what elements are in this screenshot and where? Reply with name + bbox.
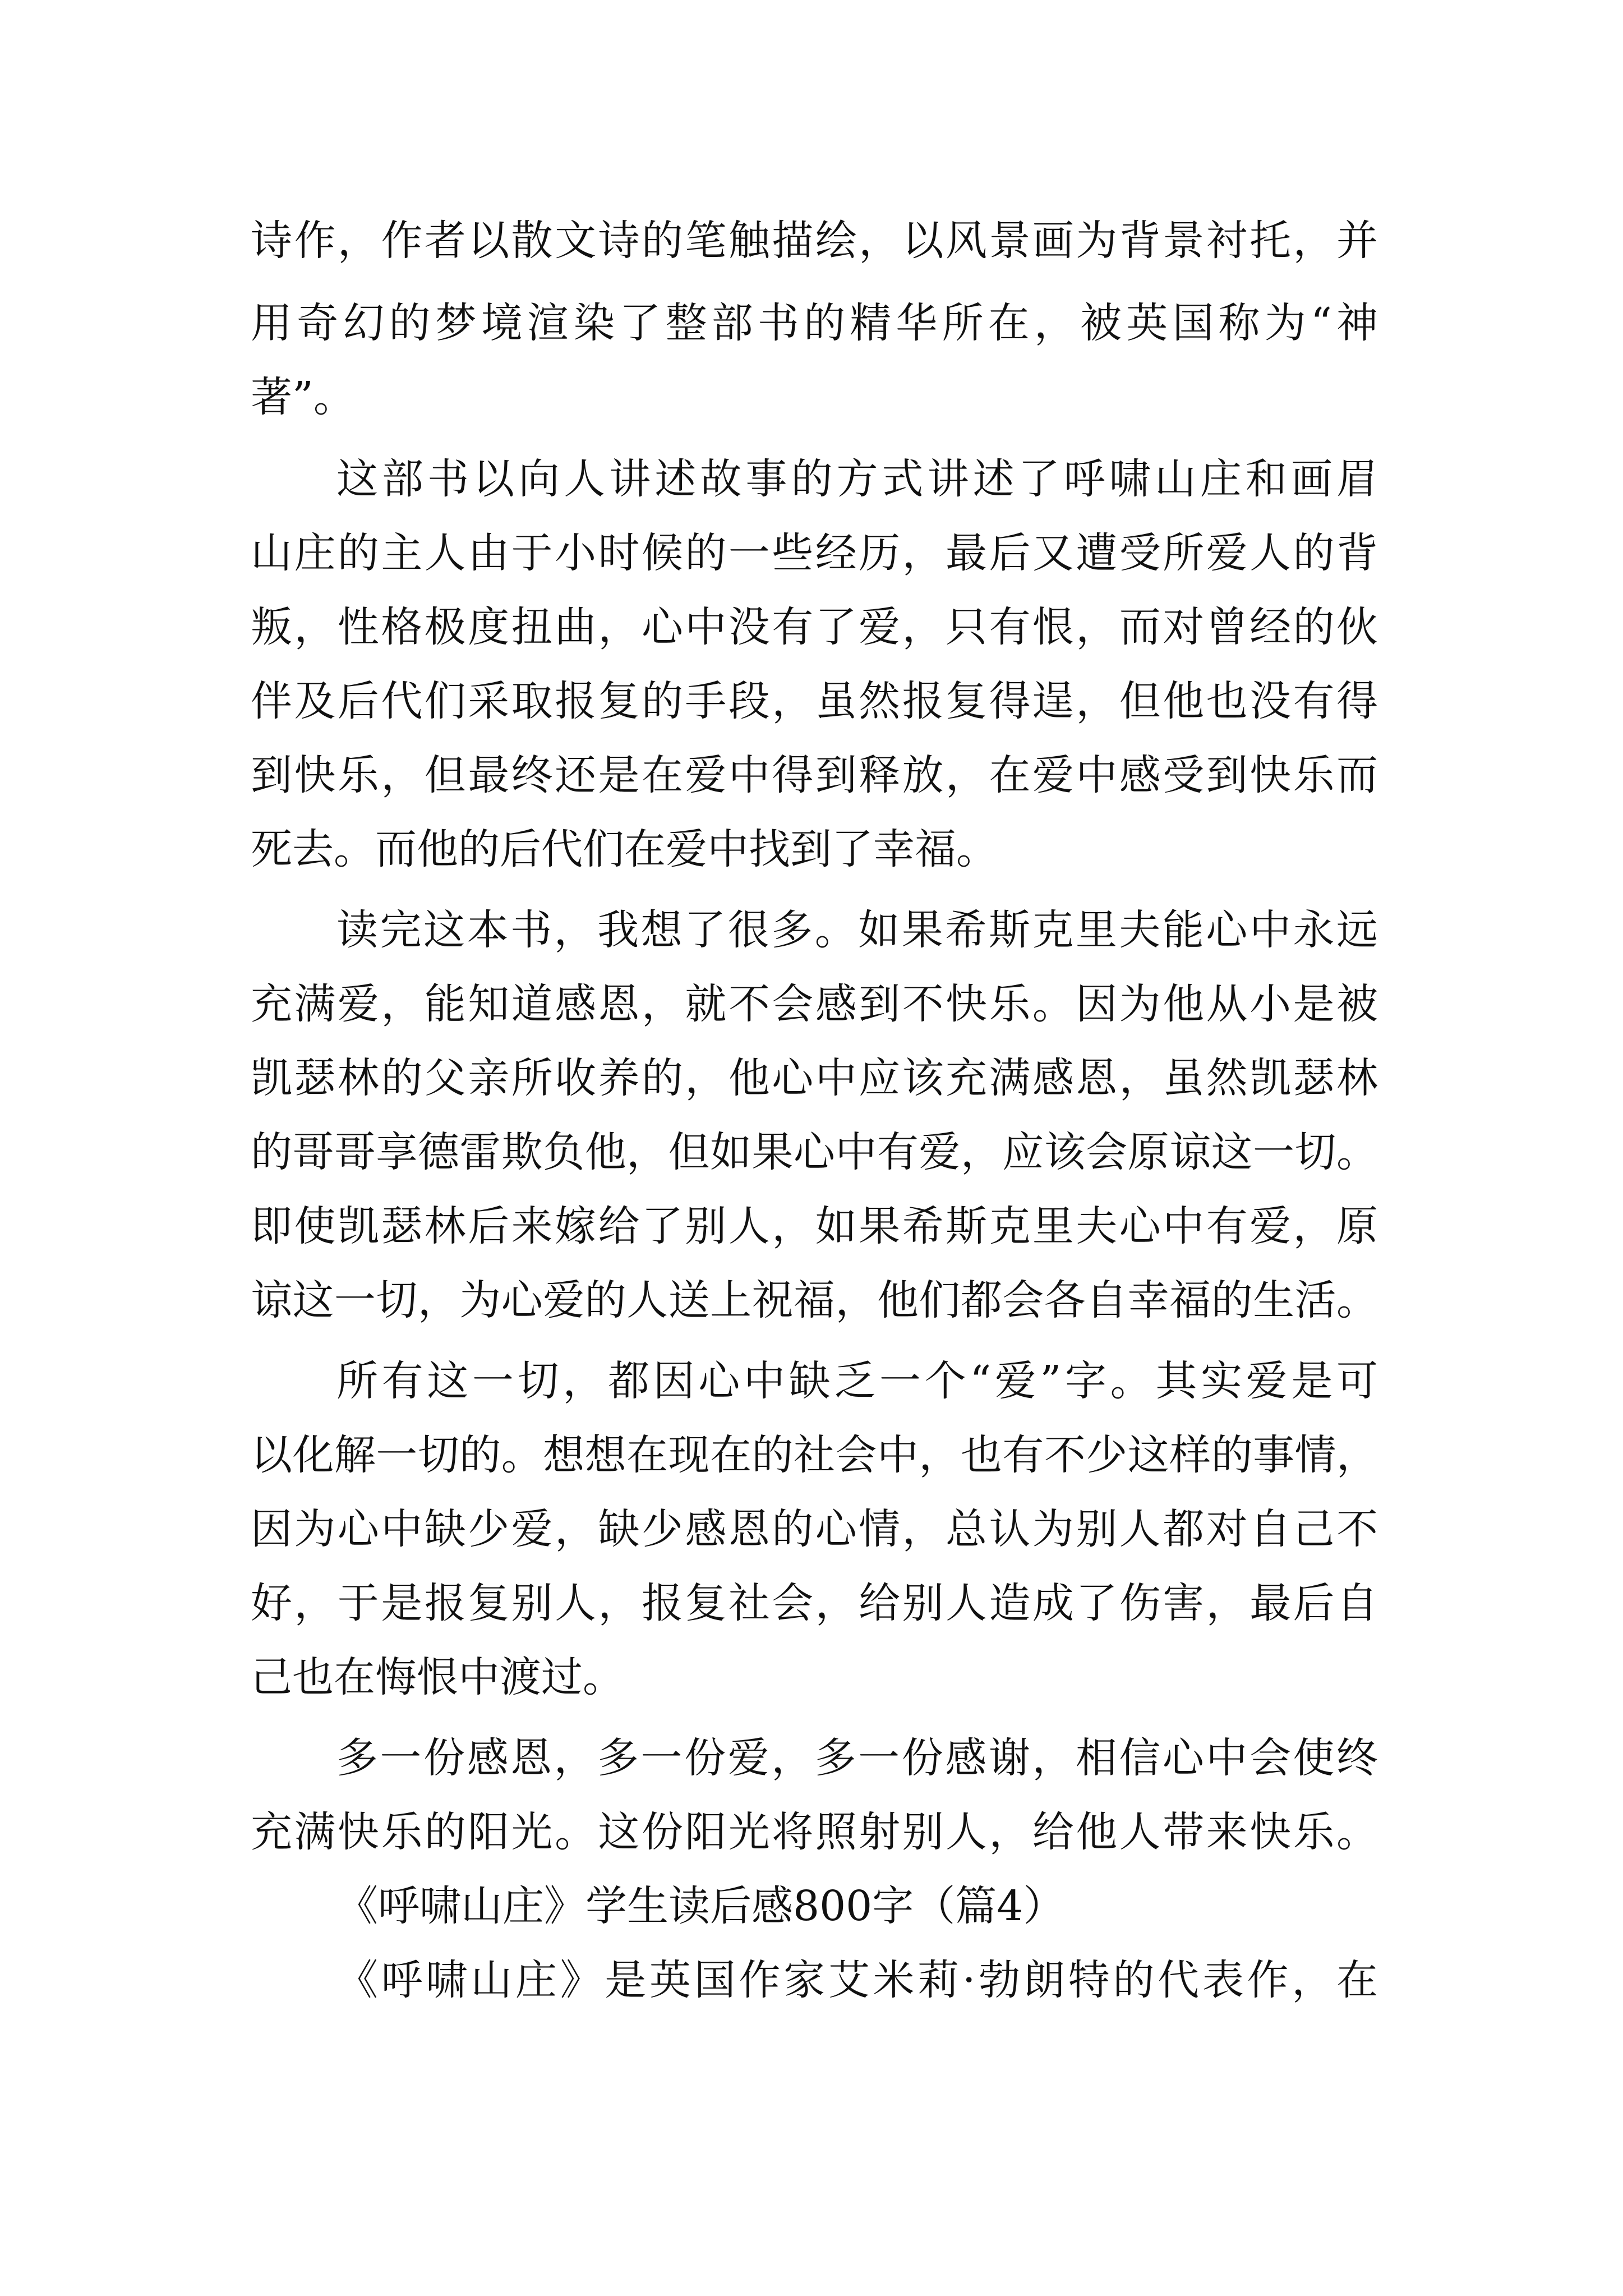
section-heading: 《呼啸山庄》学生读后感800字（篇4）: [336, 1882, 1065, 1930]
paragraph-line: 著”。: [251, 373, 355, 421]
paragraph-line: 好，于是报复别人，报复社会，给别人造成了伤害，最后自: [251, 1579, 1378, 1627]
paragraph-line: 己也在悔恨中渡过。: [251, 1653, 624, 1701]
paragraph-line: 谅这一切，为心爱的人送上祝福，他们都会各自幸福的生活。: [251, 1276, 1378, 1324]
paragraph-line: 即使凯瑟林后来嫁给了别人，如果希斯克里夫心中有爱，原: [251, 1202, 1378, 1250]
paragraph-line: 伴及后代们采取报复的手段，虽然报复得逞，但他也没有得: [251, 677, 1378, 725]
paragraph-line: 所有这一切，都因心中缺乏一个“爱”字。其实爱是可: [336, 1357, 1378, 1405]
paragraph-line: 多一份感恩，多一份爱，多一份感谢，相信心中会使终: [336, 1734, 1378, 1782]
paragraph-line: 这部书以向人讲述故事的方式讲述了呼啸山庄和画眉: [336, 455, 1378, 503]
paragraph-line: 到快乐，但最终还是在爱中得到释放，在爱中感受到快乐而: [251, 751, 1378, 799]
paragraph-line: 《呼啸山庄》是英国作家艾米莉·勃朗特的代表作，在: [336, 1956, 1378, 2004]
paragraph-line: 诗作，作者以散文诗的笔触描绘，以风景画为背景衬托，并: [251, 217, 1378, 265]
paragraph-line: 山庄的主人由于小时候的一些经历，最后又遭受所爱人的背: [251, 529, 1378, 577]
paragraph-line: 的哥哥享德雷欺负他，但如果心中有爱，应该会原谅这一切。: [251, 1128, 1378, 1176]
paragraph-line: 死去。而他的后代们在爱中找到了幸福。: [251, 825, 998, 873]
paragraph-line: 用奇幻的梦境渲染了整部书的精华所在，被英国称为“神: [251, 299, 1378, 347]
paragraph-line: 读完这本书，我想了很多。如果希斯克里夫能心中永远: [336, 906, 1378, 954]
paragraph-line: 以化解一切的。想想在现在的社会中，也有不少这样的事情，: [251, 1431, 1378, 1479]
paragraph-line: 叛，性格极度扭曲，心中没有了爱，只有恨，而对曾经的伙: [251, 603, 1378, 651]
paragraph-line: 充满快乐的阳光。这份阳光将照射别人，给他人带来快乐。: [251, 1808, 1378, 1856]
paragraph-line: 凯瑟林的父亲所收养的，他心中应该充满感恩，虽然凯瑟林: [251, 1054, 1378, 1102]
paragraph-line: 充满爱，能知道感恩，就不会感到不快乐。因为他从小是被: [251, 980, 1378, 1028]
paragraph-line: 因为心中缺少爱，缺少感恩的心情，总认为别人都对自己不: [251, 1505, 1378, 1553]
